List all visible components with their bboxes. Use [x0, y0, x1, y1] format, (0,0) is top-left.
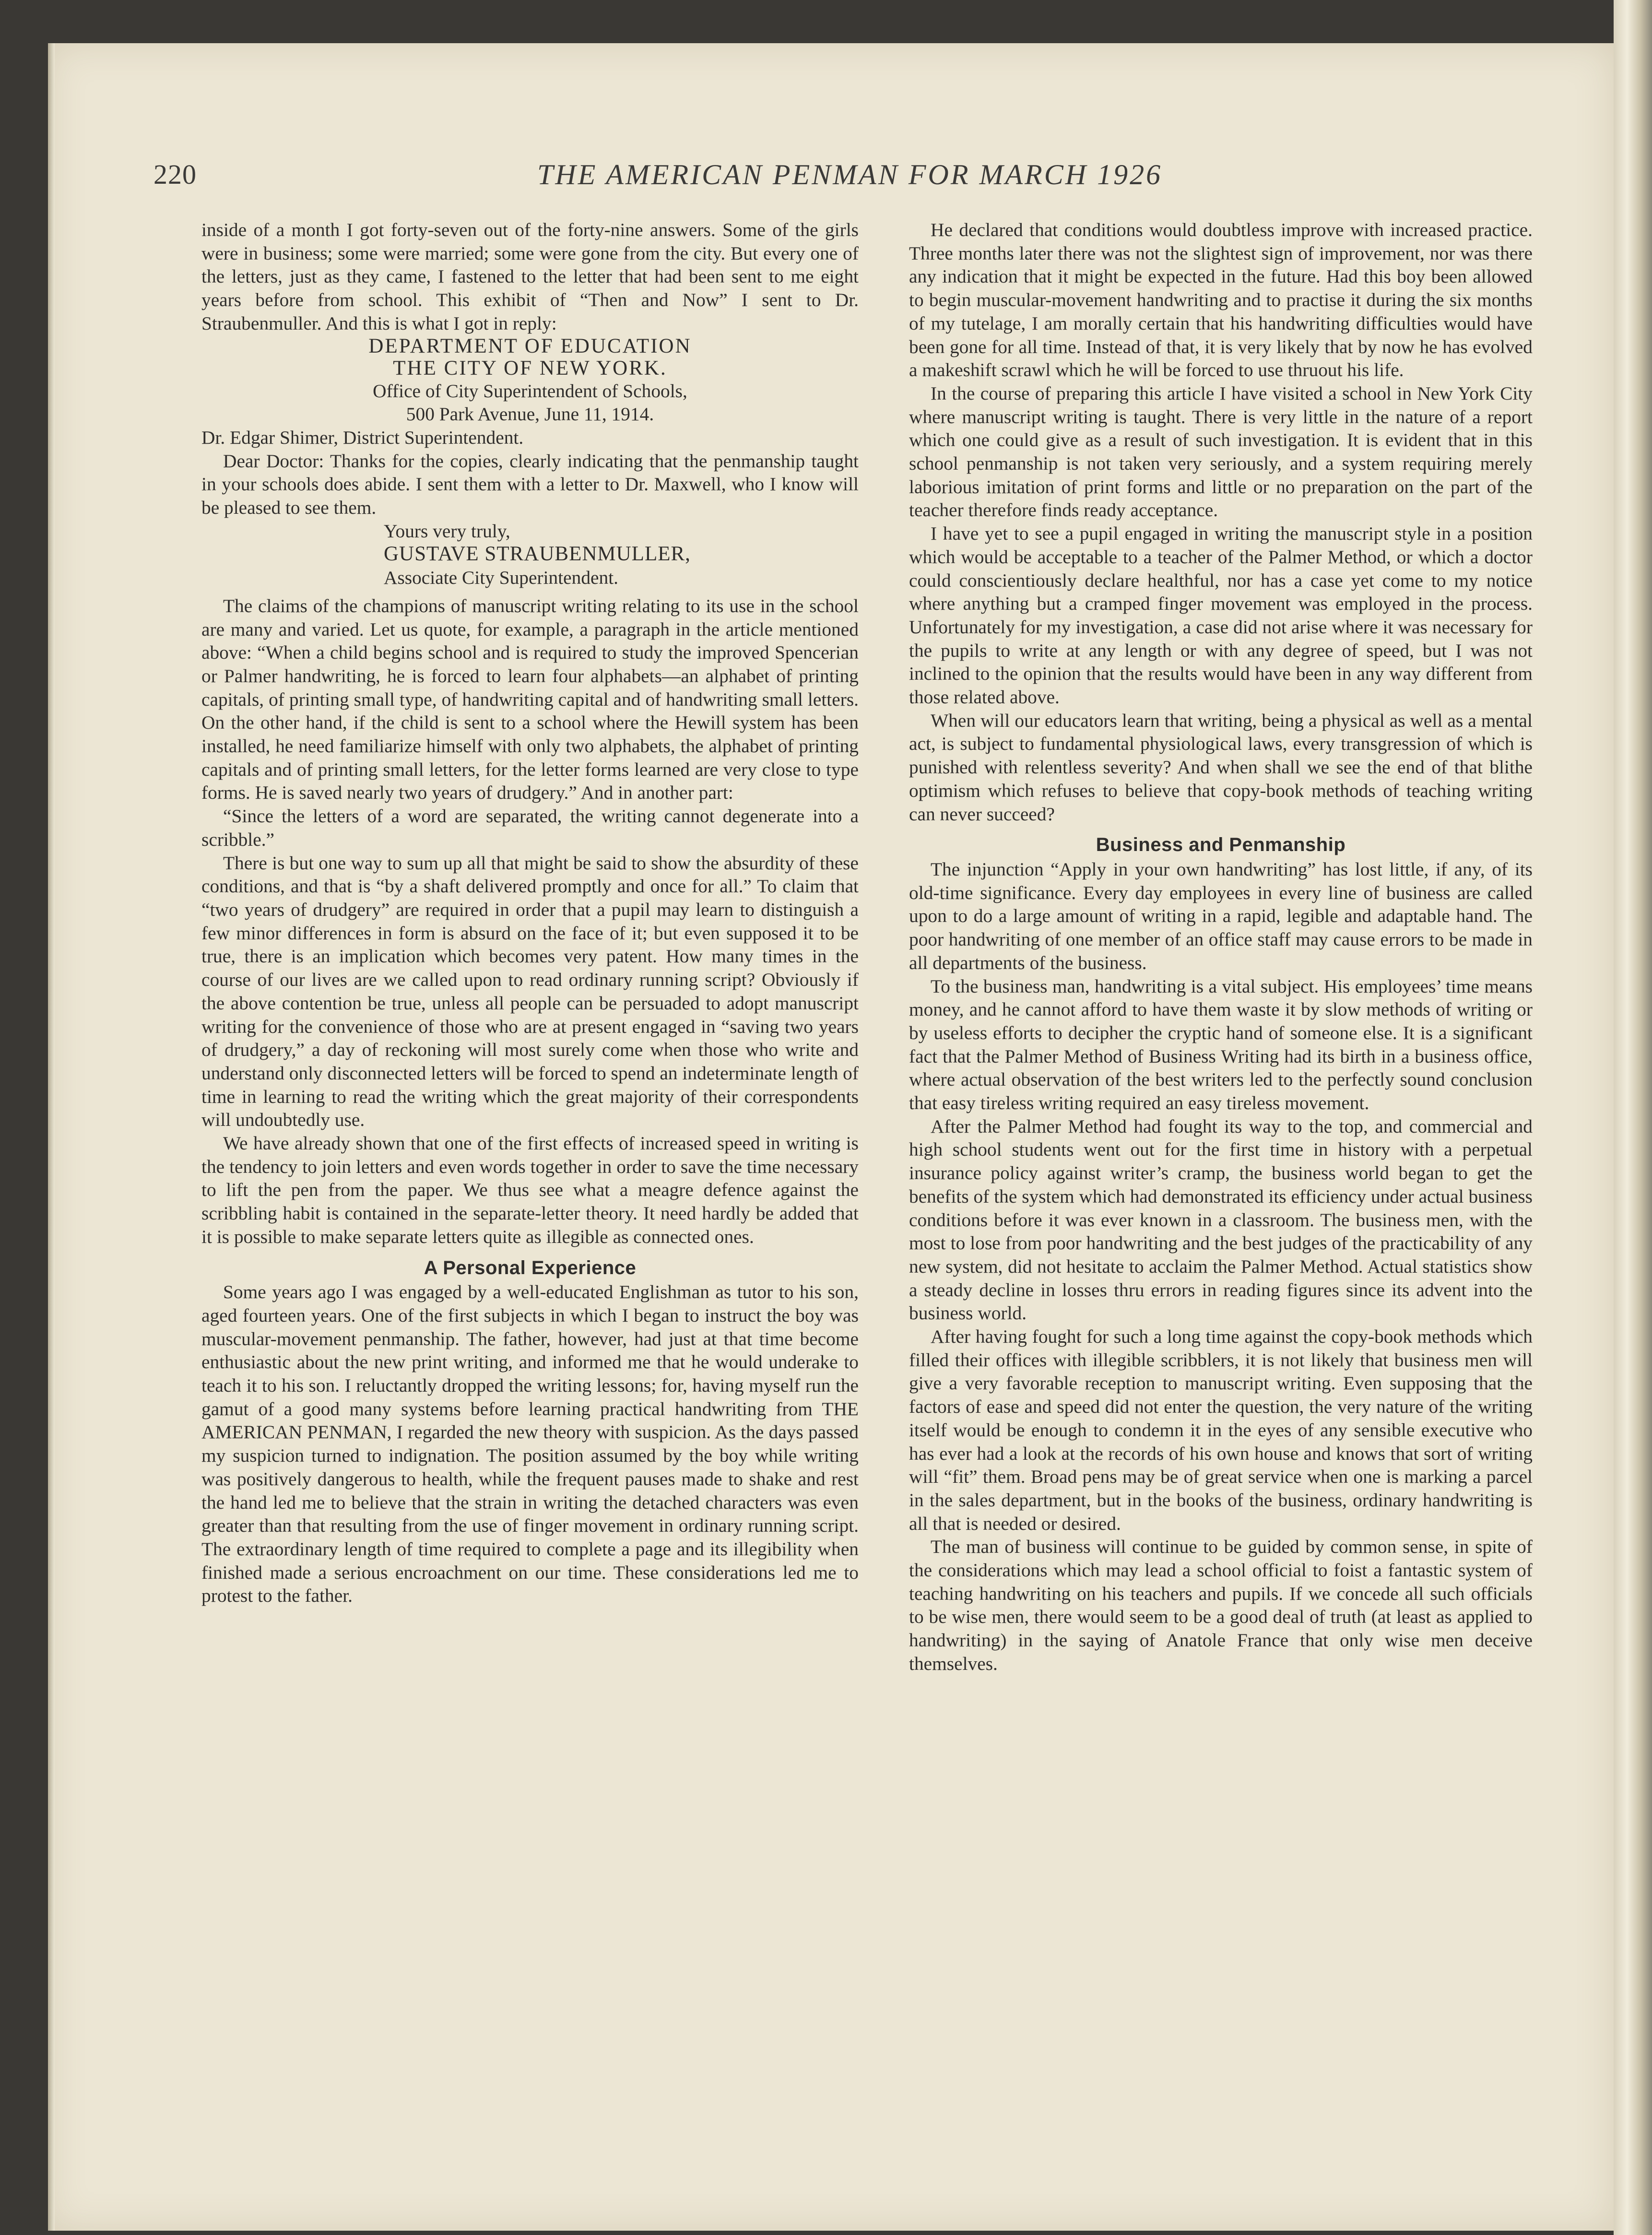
- paragraph: “Since the letters of a word are separated, the writing cannot degenerate into a scribble.”: [201, 805, 859, 850]
- letter-signature-title: Associate City Superintendent.: [384, 567, 619, 589]
- letter-office-line: Office of City Superintendent of Schools,: [373, 380, 687, 402]
- paragraph: Some years ago I was engaged by a well-educated Englishman as tutor to his son, aged fourteen years. One of the first subjects in which I began to instruct the boy was muscular-movement penmanship. The father, however, had just at that time become enthusiastic about the new print writing, and informed me that he would underake to teach it to his son. I reluctantly dropped the writing lessons; for, having myself run the gamut of a good many systems before learning practical handwriting from THE AMERICAN PENMAN, I regarded the new theory with suspicion. As the days passed my suspicion turned to indignation. The position assumed by the boy while writing was positively dangerous to health, while the frequent pauses made to shake and rest the hand led me to believe that the strain in writing the detached characters was even greater than that resulting from the use of finger movement in ordinary running script. The extraordinary length of time required to complete a page and its illegibility when finished made a serious encroachment on our time. These considerations led me to protest to the father.: [201, 1281, 859, 1607]
- paragraph: The injunction “Apply in your own handwriting” has lost little, if any, of its old-time significance. Every day employees in every line of business are called upon to do a large amount of writing in a rapid, legible and adaptable hand. The poor handwriting of one member of an office staff may cause errors to be made in all departments of the business.: [909, 858, 1533, 973]
- paragraph: There is but one way to sum up all that might be said to show the absurdity of these conditions, and that is “by a shaft delivered promptly and once for all.” To claim that “two years of drudgery” are required in order that a pupil may learn to distinguish a few minor differences in form is absurd on the face of it; but even supposed it to be true, there is an implication which becomes very patent. How many times in the course of our lives are we called upon to read ordinary running script? Obviously if the above contention be true, unless all people can be persuaded to adopt manuscript writing for the convenience of those who are at present engaged in “saving two years of drudgery,” a day of reckoning will most surely come when those who write and understand only disconnected letters will be forced to spend an indeterminate length of time in learning to read the writing which the great majority of their correspondents will undoubtedly use.: [201, 852, 859, 1131]
- paragraph: The man of business will continue to be guided by common sense, in spite of the considerations which may lead a school official to foist a fantastic system of teaching handwriting on his teachers and pupils. If we concede all such officials to be wise men, there would seem to be a good deal of truth (at least as applied to handwriting) in the saying of Anatole France that only wise men deceive themselves.: [909, 1536, 1533, 1674]
- next-page-edge: [1614, 0, 1652, 2235]
- section-heading-personal-experience: A Personal Experience: [424, 1257, 637, 1278]
- paragraph: To the business man, handwriting is a vital subject. His employees’ time means money, and he cannot afford to have them waste it by slow methods of writing or by useless efforts to decipher the cryptic hand of someone else. It is a significant fact that the Palmer Method of Business Writing had its birth in a business office, where actual observation of the best writers led to the perfectly sound conclusion that easy tireless writing required an easy tireless movement.: [909, 975, 1533, 1114]
- quoted-letter: [201, 335, 859, 590]
- letter-closing: Yours very truly,: [384, 520, 510, 542]
- letter-date-line: 500 Park Avenue, June 11, 1914.: [406, 403, 654, 425]
- right-column: [909, 218, 1533, 1676]
- letter-signature: GUSTAVE STRAUBENMULLER,: [384, 543, 691, 566]
- paragraph: The claims of the champions of manuscript writing relating to its use in the school are many and varied. Let us quote, for example, a paragraph in the article mentioned above: “When a child begins school and is required to study the improved Spencerian or Palmer handwriting, he is forced to learn four alphabets—an alphabet of printing capitals, of printing small type, of handwriting capital and of handwriting small letters. On the other hand, if the child is sent to a school where the Hewill system has been installed, he need familiarize himself with only two alphabets, the alphabet of printing capitals and of printing small letters, for the letter forms learned are very close to type forms. He is saved nearly two years of drudgery.” And in another part:: [201, 595, 859, 804]
- page-number: 220: [153, 159, 197, 190]
- paragraph: I have yet to see a pupil engaged in writing the manuscript style in a position which would be acceptable to a teacher of the Palmer Method, or which a doctor could conscientiously declare healthful, nor has a case yet come to my notice where anything but a cramped finger movement was employed in the process. Unfortunately for my investigation, a case did not arise where it was necessary for the pupils to write at any length or with any degree of speed, but I was not inclined to the opinion that the results would have been in any way different from those related above.: [909, 523, 1533, 708]
- letter-city-line: THE CITY OF NEW YORK.: [393, 356, 667, 379]
- letter-body: Dear Doctor: Thanks for the copies, clearly indicating that the penmanship taught in your schools does abide. I sent them with a letter to Dr. Maxwell, who I know will be pleased to see them.: [201, 450, 859, 519]
- paragraph: After the Palmer Method had fought its way to the top, and commercial and high school students went out for the first time in history with a perpetual insurance policy against writer’s cramp, the business world began to get the benefits of the system which had demonstrated its efficiency under actual business conditions before it was ever known in a classroom. The business men, with the most to lose from poor handwriting and the best judges of the practicability of any new system, did not hesitate to acclaim the Palmer Method. Actual statistics show a steady decline in losses thru errors in reading figures since its advent into the business world.: [909, 1115, 1533, 1324]
- paragraph: We have already shown that one of the first effects of increased speed in writing is the tendency to join letters and even words together in order to save the time necessary to lift the pen from the paper. We thus see what a meagre defence against the scribbling habit is contained in the separate-letter theory. It need hardly be added that it is possible to make separate letters quite as illegible as connected ones.: [201, 1133, 859, 1247]
- paragraph: He declared that conditions would doubtless improve with increased practice. Three months later there was not the slightest sign of improvement, nor was there any indication that it might be expected in the future. Had this boy been allowed to begin muscular-movement handwriting and to practise it during the six months of my tutelage, I am morally certain that his handwriting difficulties would have been gone for all time. Instead of that, it is very likely that by now he has evolved a makeshift scrawl which he will be forced to use thruout his life.: [909, 219, 1533, 381]
- paragraph: When will our educators learn that writing, being a physical as well as a mental act, is subject to fundamental physiological laws, every transgression of which is punished with relentless severity? And when shall we see the end of that blithe optimism which refuses to believe that copy-book methods of teaching writing can never succeed?: [909, 710, 1533, 825]
- paragraph: inside of a month I got forty-seven out of the forty-nine answers. Some of the girls were in business; some were married; some were gone from the city. But every one of the letters, just as they came, I fastened to the letter that had been sent to me eight years before from school. This exhibit of “Then and Now” I sent to Dr. Straubenmuller. And this is what I got in reply:: [201, 219, 859, 334]
- running-head: THE AMERICAN PENMAN FOR MARCH 1926: [537, 159, 1163, 190]
- page-header: [153, 158, 1516, 201]
- paragraph: After having fought for such a long time against the copy-book methods which filled their offices with illegible scribblers, it is not likely that business men will give a very favorable reception to manuscript writing. Even supposing that the factors of ease and speed did not enter the question, the very nature of the writing itself would be enough to condemn it in the eyes of any sensible executive who has ever had a look at the records of his own house and knows that sort of writing will “fit” them. Broad pens may be of great service when one is marking a parcel in the sales department, but in the books of the business, ordinary handwriting is all that is needed or desired.: [909, 1326, 1533, 1534]
- letter-dept-line: DEPARTMENT OF EDUCATION: [368, 334, 692, 357]
- left-column: [201, 218, 859, 1608]
- section-heading-business-penmanship: Business and Penmanship: [1096, 834, 1346, 856]
- paragraph: In the course of preparing this article I have visited a school in New York City where manuscript writing is taught. There is very little in the nature of a report which one could give as a result of such investigation. It is evident that in this school penmanship is not taken very seriously, and a system requiring merely laborious imitation of print forms and little or no preparation on the part of the teacher therefore finds ready acceptance.: [909, 382, 1533, 521]
- letter-addressee: Dr. Edgar Shimer, District Superintendent.: [201, 426, 524, 448]
